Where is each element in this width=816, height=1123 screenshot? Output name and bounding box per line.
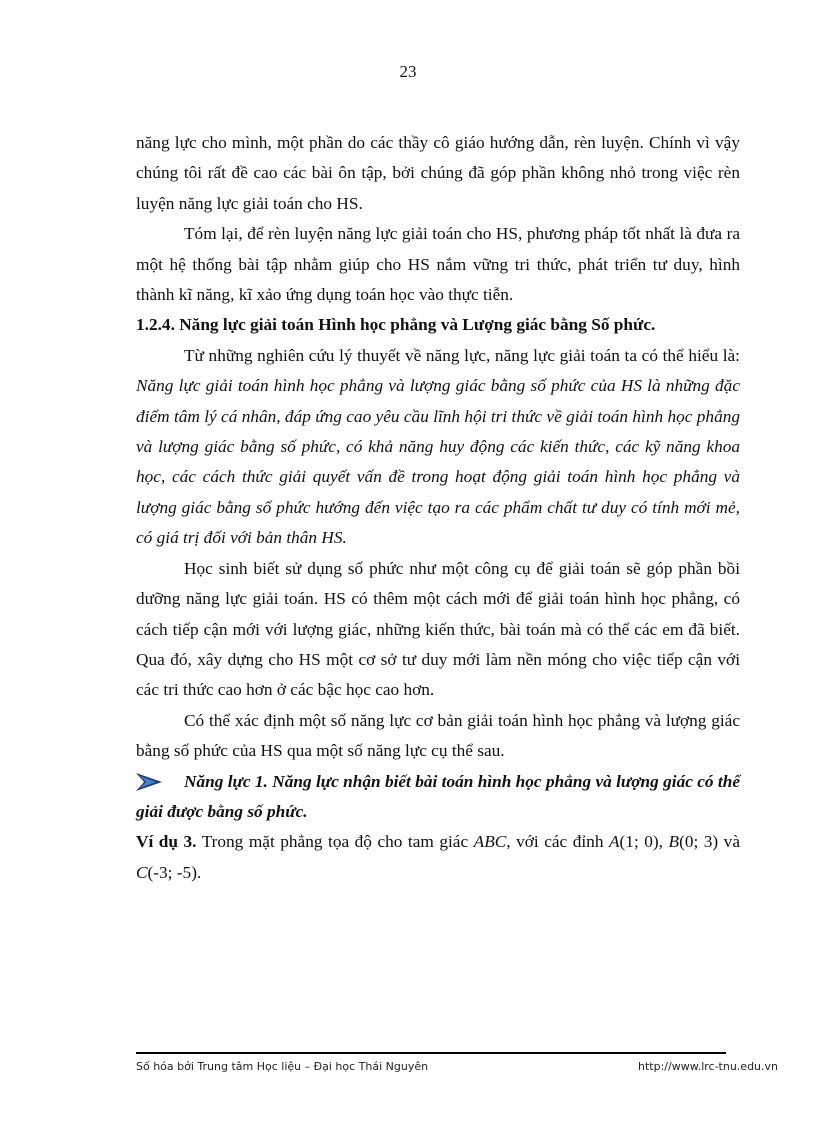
vertex-c-coords: (-3; -5). [147, 862, 202, 882]
footer-url: http://www.lrc-tnu.edu.vn [638, 1060, 778, 1073]
example-3 [136, 827, 740, 888]
capability-1-text: Năng lực 1. Năng lực nhận biết bài toán hình học phẳng và lượng giác có thể giải được bằng số phức. [136, 771, 740, 821]
paragraph-summary: Tóm lại, để rèn luyện năng lực giải toán cho HS, phương pháp tốt nhất là đưa ra một hệ thống bài tập nhằm giúp cho HS nắm vững tri thức, phát triển tư duy, hình thành kĩ năng, kĩ xảo ứng dụng toán học vào thực tiễn. [136, 224, 740, 305]
definition-text: Năng lực giải toán hình học phẳng và lượng giác bằng số phức của HS là những đặc điểm tâm lý cá nhân, đáp ứng cao yêu cầu lĩnh hội tri thức về giải toán hình học phẳng và lượng giác bằng số phức, có khả năng huy động các kiến thức, các kỹ năng khoa học, các cách thức giải quyết vấn đề trong hoạt động giải toán hình học phẳng và lượng giác bằng số phức hướng đến việc tạo ra các phẩm chất tư duy có tính mới mẻ, có giá trị đối với bản thân HS. [136, 376, 740, 548]
page-number: 23 [399, 62, 417, 81]
capability-1 [136, 767, 740, 828]
paragraph-capabilities-intro: Có thể xác định một số năng lực cơ bản giải toán hình học phẳng và lượng giác bằng số phức của HS qua một số năng lực cụ thể sau. [136, 710, 740, 761]
paragraph-complex-tool: Học sinh biết sử dụng số phức như một công cụ để giải toán sẽ góp phần bồi dưỡng năng lực giải toán. HS có thêm một cách mới để giải toán hình học phẳng, có cách tiếp cận mới với lượng giác, những kiến thức, bài toán mà có thể các em đã biết. Qua đó, xây dựng cho HS một cơ sở tư duy mới làm nền móng cho việc tiếp cận với các tri thức cao hơn ở các bậc học cao hơn. [136, 558, 740, 700]
vertex-b-coords: (0; 3) và [679, 832, 740, 852]
definition-lead: Từ những nghiên cứu lý thuyết về năng lực, năng lực giải toán ta có thể hiểu là: [184, 345, 740, 365]
paragraph-continuation: năng lực cho mình, một phần do các thầy cô giáo hướng dẫn, rèn luyện. Chính vì vậy chúng tôi rất đề cao các bài ôn tập, bởi chúng đã góp phần không nhỏ trong việc rèn luyện năng lực giải toán cho HS. [136, 133, 740, 213]
vertex-a-coords: (1; 0), [619, 832, 663, 852]
footer-source: Số hóa bởi Trung tâm Học liệu – Đại học Thái Nguyên [136, 1060, 429, 1073]
triangle-name: ABC [473, 832, 507, 852]
arrow-bullet-icon [136, 771, 162, 793]
vertex-b: B [668, 832, 680, 852]
paragraph-definition [136, 341, 740, 554]
vertex-a: A [608, 832, 620, 852]
document-body [136, 128, 740, 888]
footer-rule [136, 1052, 726, 1054]
vertex-c: C [136, 862, 148, 882]
section-heading: 1.2.4. Năng lực giải toán Hình học phẳng và Lượng giác bằng Số phức. [136, 315, 656, 335]
example-text-1: Trong mặt phẳng tọa độ cho tam giác [196, 832, 474, 852]
example-text-2: , với các đỉnh [506, 832, 609, 852]
example-label: Ví dụ 3. [136, 832, 197, 852]
